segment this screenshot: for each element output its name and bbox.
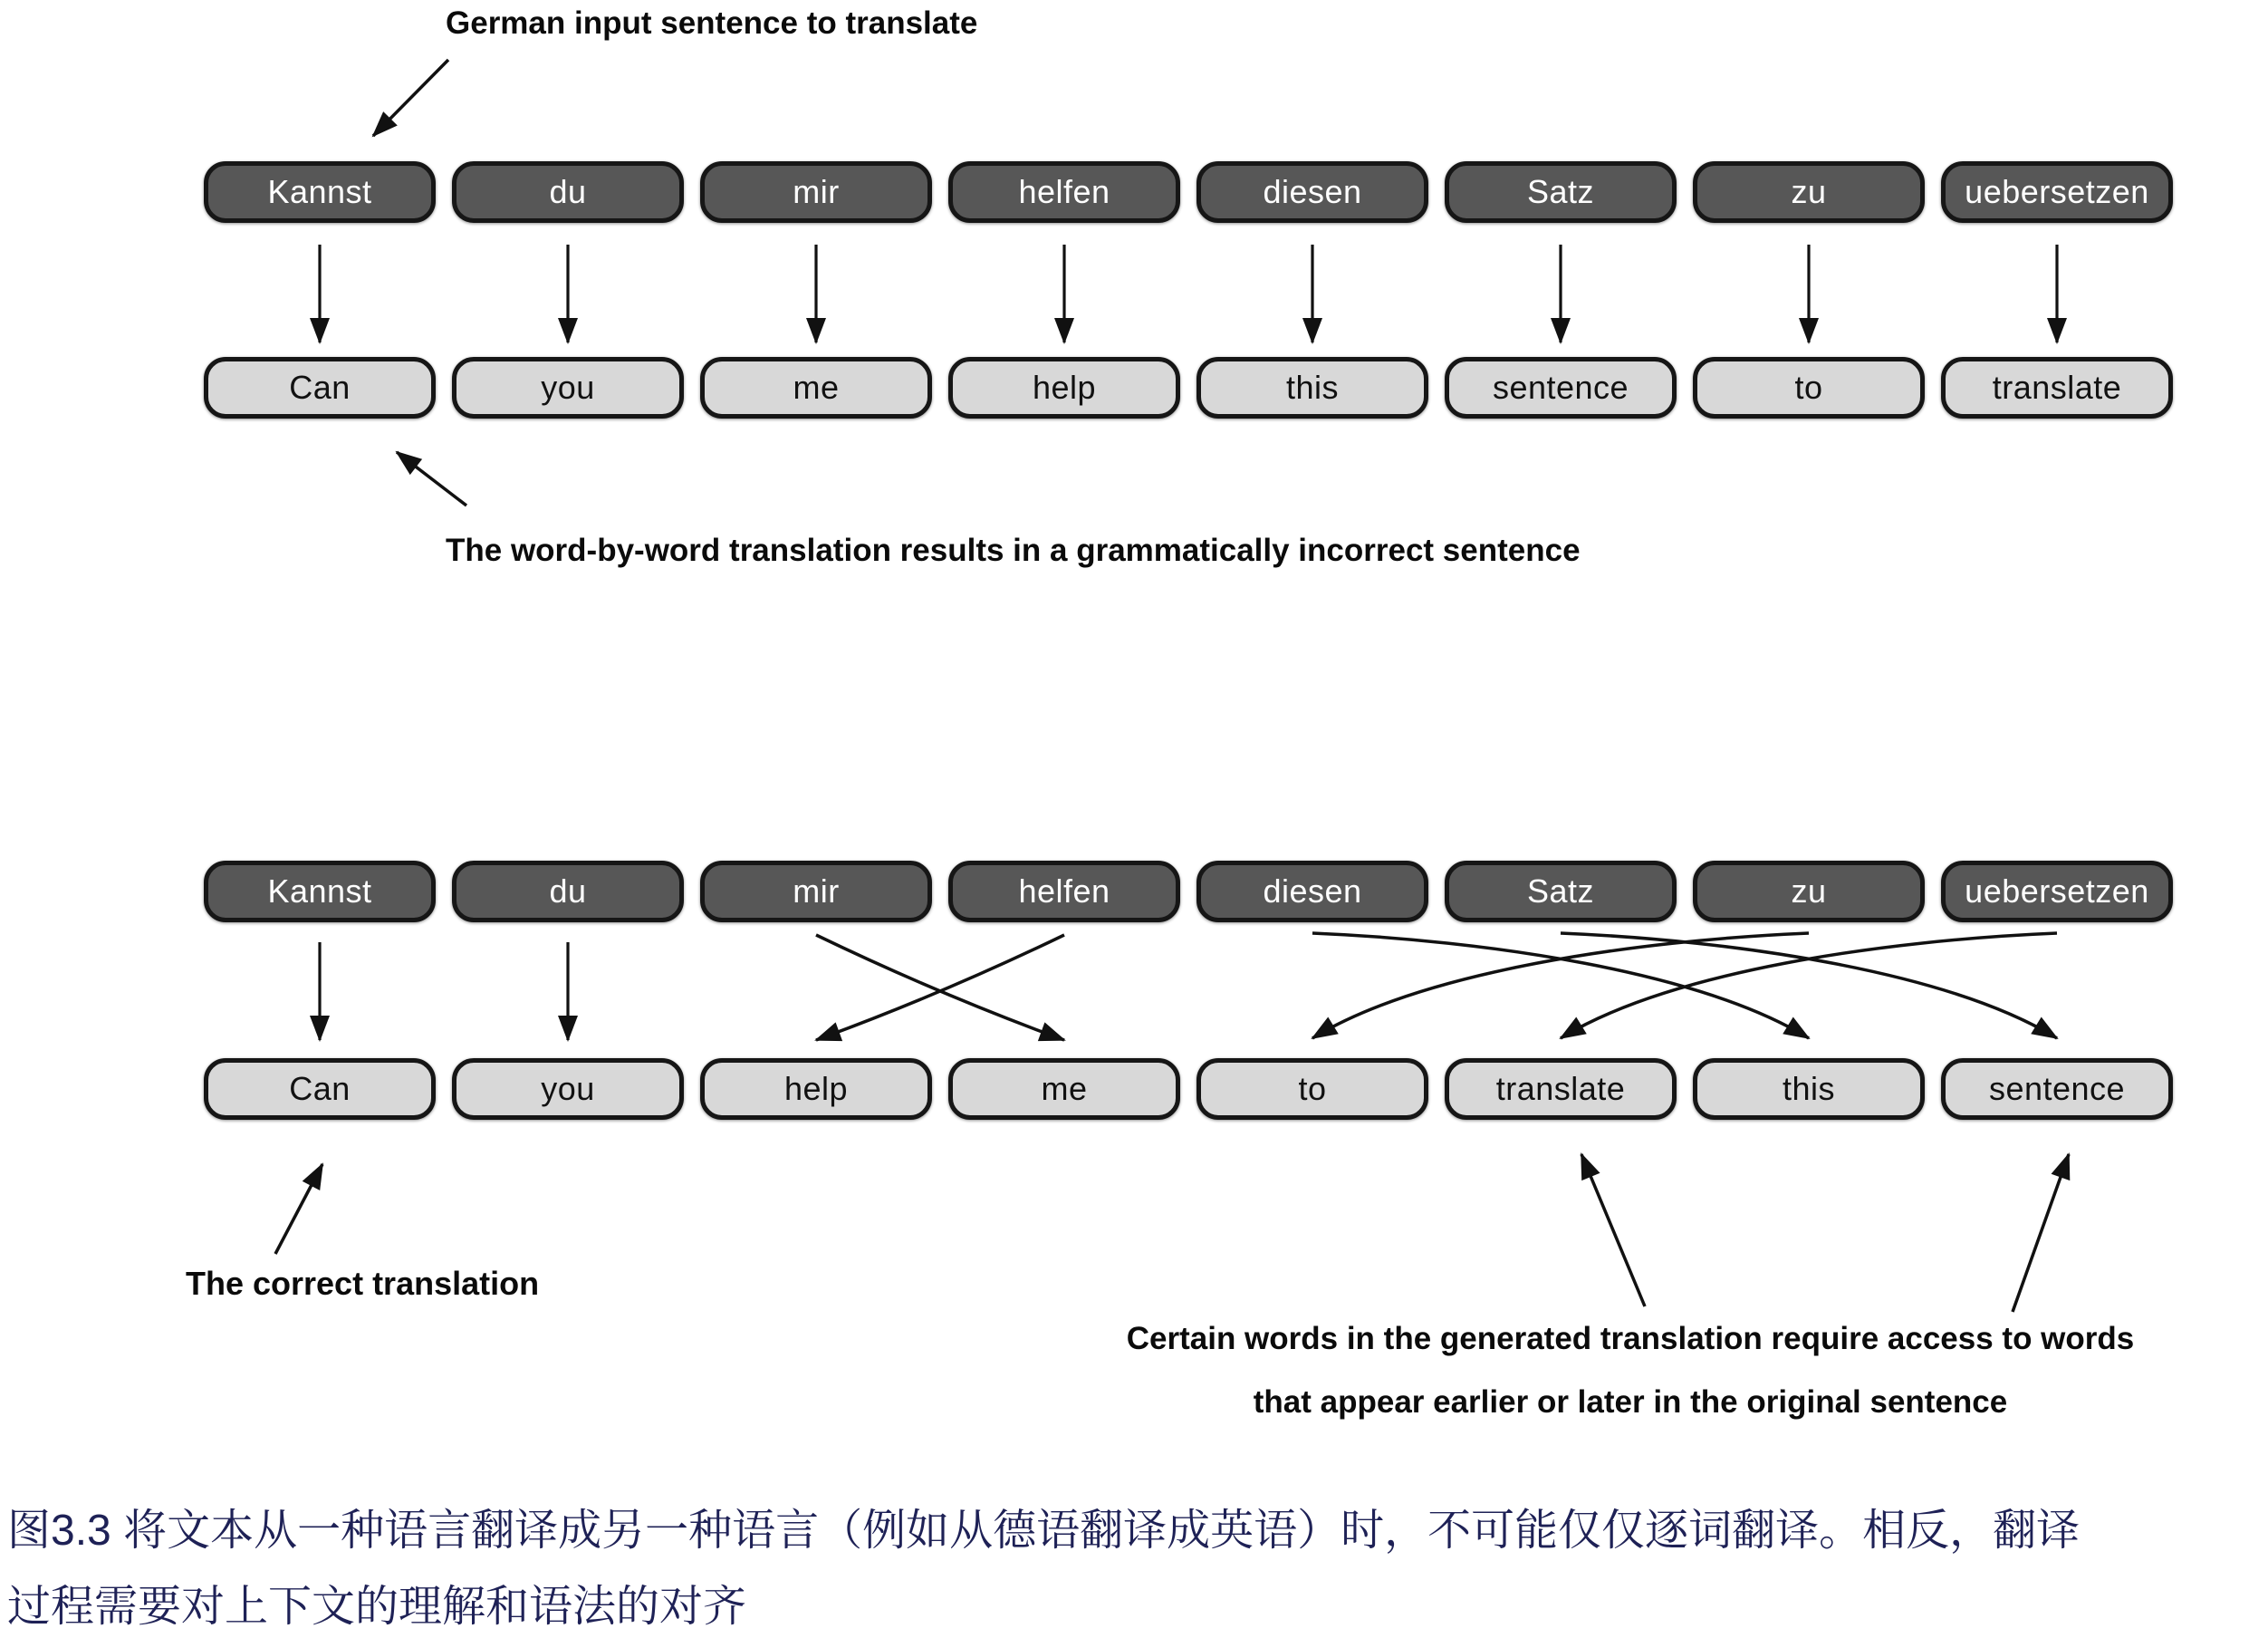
english-word-pill: to bbox=[1693, 357, 1925, 419]
context-pointer-arrow-translate bbox=[1581, 1154, 1645, 1306]
alignment-arrow-cross bbox=[1561, 933, 2057, 1038]
context-access-label-line1: Certain words in the generated translation require access to words bbox=[1126, 1321, 2135, 1356]
german-word-pill: Kannst bbox=[204, 861, 436, 922]
english-word-pill: help bbox=[948, 357, 1180, 419]
german-input-pointer-arrow bbox=[373, 60, 448, 136]
english-word-pill: sentence bbox=[1445, 357, 1677, 419]
alignment-arrow-cross bbox=[816, 935, 1064, 1040]
diagram1-german-row bbox=[204, 161, 2173, 223]
english-word-pill: you bbox=[452, 357, 684, 419]
english-word-pill: sentence bbox=[1941, 1058, 2173, 1120]
german-word-pill: uebersetzen bbox=[1941, 161, 2173, 223]
german-word-pill: zu bbox=[1693, 861, 1925, 922]
german-word-pill: Satz bbox=[1445, 161, 1677, 223]
english-word-pill: me bbox=[700, 357, 932, 419]
alignment-arrow-cross bbox=[816, 935, 1064, 1040]
german-word-pill: helfen bbox=[948, 861, 1180, 922]
correct-translation-label: The correct translation bbox=[186, 1265, 540, 1302]
figure-caption-line2: 过程需要对上下文的理解和语法的对齐 bbox=[7, 1583, 747, 1632]
german-word-pill: du bbox=[452, 861, 684, 922]
diagram2-english-row bbox=[204, 1058, 2173, 1120]
german-word-pill: helfen bbox=[948, 161, 1180, 223]
diagram2-german-row bbox=[204, 861, 2173, 922]
word-by-word-pointer-arrow bbox=[397, 452, 466, 506]
diagram1-english-row bbox=[204, 357, 2173, 419]
context-access-label-line2: that appear earlier or later in the original sentence bbox=[1253, 1384, 2008, 1420]
german-word-pill: uebersetzen bbox=[1941, 861, 2173, 922]
english-word-pill: translate bbox=[1941, 357, 2173, 419]
english-word-pill: Can bbox=[204, 357, 436, 419]
german-word-pill: mir bbox=[700, 161, 932, 223]
english-word-pill: this bbox=[1693, 1058, 1925, 1120]
german-word-pill: Satz bbox=[1445, 861, 1677, 922]
alignment-arrow-cross bbox=[1561, 933, 2057, 1038]
english-word-pill: you bbox=[452, 1058, 684, 1120]
word-by-word-label: The word-by-word translation results in a grammatically incorrect sentence bbox=[446, 533, 1581, 568]
english-word-pill: help bbox=[700, 1058, 932, 1120]
english-word-pill: translate bbox=[1445, 1058, 1677, 1120]
alignment-arrow-cross bbox=[1312, 933, 1809, 1038]
english-word-pill: me bbox=[948, 1058, 1180, 1120]
german-word-pill: Kannst bbox=[204, 161, 436, 223]
figure-caption bbox=[7, 1493, 2080, 1638]
english-word-pill: to bbox=[1196, 1058, 1428, 1120]
context-access-label bbox=[1023, 1321, 2237, 1421]
german-input-label: German input sentence to translate bbox=[446, 5, 978, 41]
german-word-pill: diesen bbox=[1196, 161, 1428, 223]
german-word-pill: mir bbox=[700, 861, 932, 922]
german-word-pill: zu bbox=[1693, 161, 1925, 223]
german-word-pill: diesen bbox=[1196, 861, 1428, 922]
alignment-arrow-cross bbox=[1312, 933, 1809, 1038]
correct-translation-pointer-arrow bbox=[275, 1164, 322, 1254]
context-pointer-arrow-sentence bbox=[2013, 1154, 2069, 1312]
german-word-pill: du bbox=[452, 161, 684, 223]
english-word-pill: Can bbox=[204, 1058, 436, 1120]
english-word-pill: this bbox=[1196, 357, 1428, 419]
figure-caption-line1: 图3.3 将文本从一种语言翻译成另一种语言（例如从德语翻译成英语）时，不可能仅仅逐词翻译。相反，翻译 bbox=[7, 1507, 2081, 1555]
